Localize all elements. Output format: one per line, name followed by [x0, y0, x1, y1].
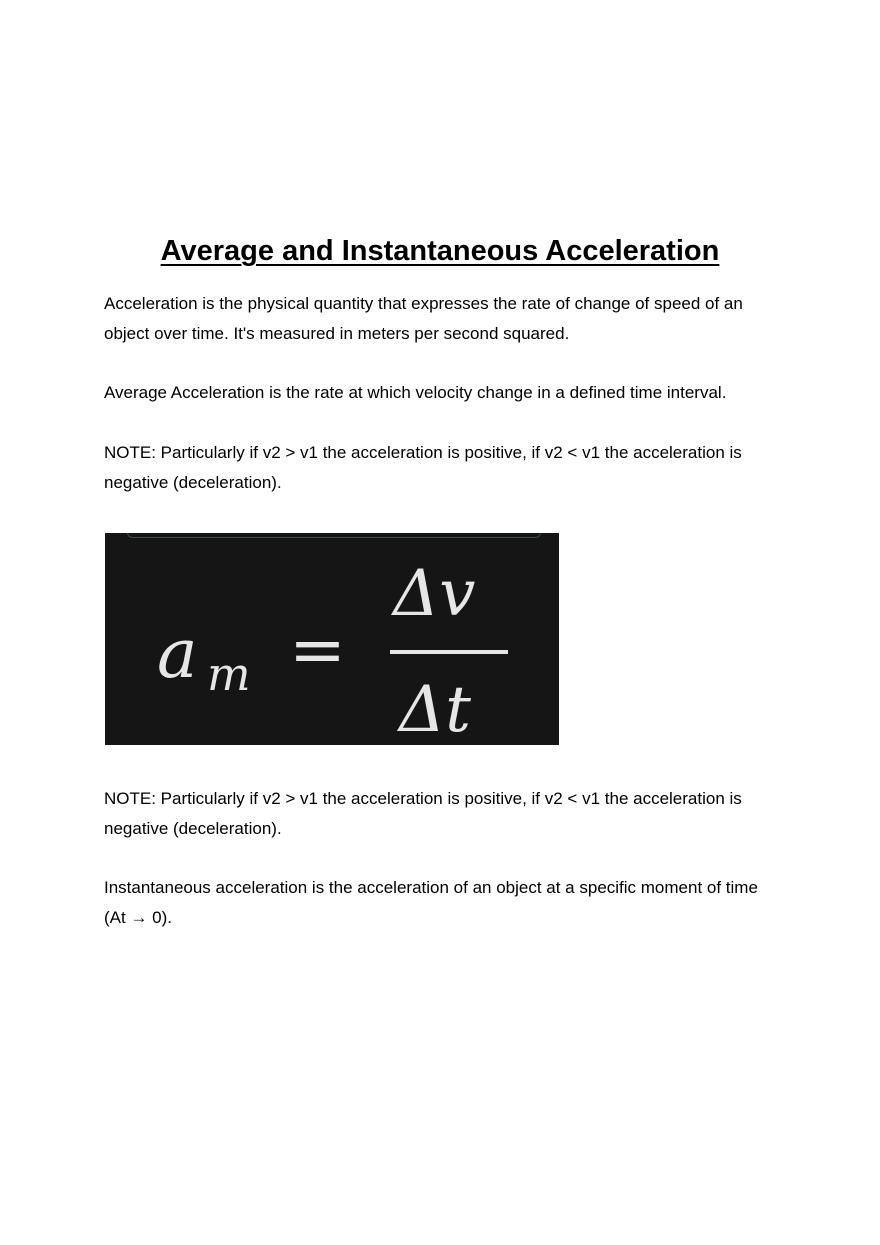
formula-svg	[105, 533, 559, 745]
note-paragraph-2: NOTE: Particularly if v2 > v1 the acceleration is positive, if v2 < v1 the acceleration is negative (deceleration).	[104, 789, 742, 838]
formula-fraction-bar	[390, 650, 508, 654]
average-acceleration-formula-image	[105, 533, 559, 745]
note-paragraph-1: NOTE: Particularly if v2 > v1 the acceleration is positive, if v2 < v1 the acceleration is negative (deceleration).	[104, 443, 742, 492]
average-acceleration-paragraph: Average Acceleration is the rate at which velocity change in a defined time interval.	[104, 383, 727, 402]
formula-equals-sign: =	[289, 611, 346, 690]
formula-lhs-symbol: a	[157, 615, 198, 694]
formula-denominator: Δt	[399, 673, 471, 745]
formula-lhs-subscript: m	[207, 647, 251, 701]
formula-numerator: Δv	[393, 557, 476, 631]
page-title: Average and Instantaneous Acceleration	[160, 235, 720, 267]
instantaneous-acceleration-paragraph: Instantaneous acceleration is the acceleration of an object at a specific moment of time (At → 0).	[104, 878, 758, 927]
definition-paragraph: Acceleration is the physical quantity that expresses the rate of change of speed of an object over time. It's measured in meters per second squared.	[104, 294, 743, 343]
